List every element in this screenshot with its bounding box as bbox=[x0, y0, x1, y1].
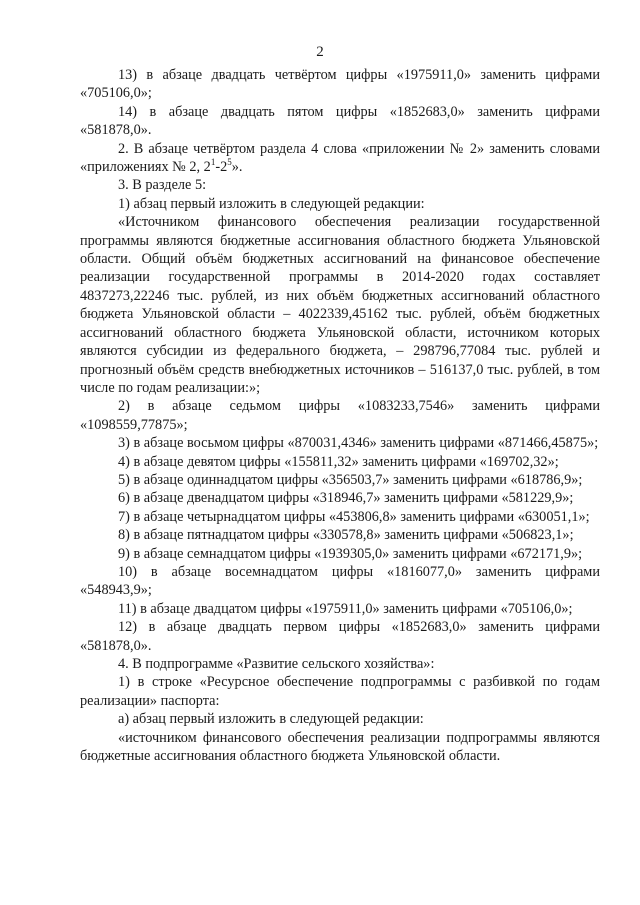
paragraph-section-5-item-5: 5) в абзаце одиннадцатом цифры «356503,7» заменить цифрами «618786,9»; bbox=[118, 471, 583, 488]
paragraph-section-5-item-4: 4) в абзаце девятом цифры «155811,32» заменить цифрами «169702,32»; bbox=[118, 453, 559, 470]
paragraph-section-5-item-9: 9) в абзаце семнадцатом цифры «1939305,0» заменить цифрами «672171,9»; bbox=[118, 545, 583, 562]
paragraph-section-5-item-7: 7) в абзаце четырнадцатом цифры «453806,8» заменить цифрами «630051,1»; bbox=[118, 508, 590, 525]
paragraph-item-13: 13) в абзаце двадцать четвёртом цифры «1975911,0» заменить цифрами «705106,0»; bbox=[80, 67, 600, 102]
paragraph-subprogram-item-a: а) абзац первый изложить в следующей редакции: bbox=[118, 711, 424, 728]
paragraph-quote-funding: «Источником финансового обеспечения реализации государственной программы являются бюджетные ассигнования областного бюджета Ульяновской области. Общий объём бюджетных ассигнований на финансовое обеспечение реализации государственной программы в 2014-2020 годах составляет 4837273,22246 тыс. рублей, из них объём бюджетных ассигнований областного бюджета Ульяновской области – 4022339,45162 тыс. рублей, объём бюджетных ассигнований областного бюджета Ульяновской области, источником которых являются субсидии из федерального бюджета, – 298796,77084 тыс. рублей и прогнозный объём средств внебюджетных источников – 516137,0 тыс. рублей, в том числе по годам реализации:»; bbox=[80, 214, 600, 396]
paragraph-subprogram-quote: «источником финансового обеспечения реализации подпрограммы являются бюджетные ассигнования областного бюджета Ульяновской области. bbox=[80, 729, 600, 765]
paragraph-section-5-item-2: 2) в абзаце седьмом цифры «1083233,7546» заменить цифрами «1098559,77875»; bbox=[80, 398, 600, 433]
p2-after: ». bbox=[231, 159, 243, 176]
p2-before: 2. В абзаце четвёртом раздела 4 слова «приложении № 2» заменить словами «приложениях № 2, 2 bbox=[80, 140, 600, 176]
p2-dash: -2 bbox=[215, 159, 228, 176]
p2-superscript-1: 1 bbox=[210, 157, 216, 168]
paragraph-section-4-change bbox=[80, 140, 600, 177]
paragraph-section-5-item-11: 11) в абзаце двадцатом цифры «1975911,0» заменить цифрами «705106,0»; bbox=[118, 600, 573, 617]
paragraph-subprogram-item-1: 1) в строке «Ресурсное обеспечение подпрограммы с разбивкой по годам реализации» паспорта: bbox=[80, 674, 600, 709]
document-body bbox=[80, 66, 600, 765]
paragraph-section-5-item-6: 6) в абзаце двенадцатом цифры «318946,7» заменить цифрами «581229,9»; bbox=[118, 490, 574, 507]
paragraph-section-5-item-3: 3) в абзаце восьмом цифры «870031,4346» заменить цифрами «871466,45875»; bbox=[118, 435, 599, 452]
paragraph-section-5-item-12: 12) в абзаце двадцать первом цифры «1852683,0» заменить цифрами «581878,0». bbox=[80, 619, 600, 654]
paragraph-section-5-item-1: 1) абзац первый изложить в следующей редакции: bbox=[118, 195, 425, 212]
p2-superscript-5: 5 bbox=[227, 157, 232, 168]
paragraph-section-5-item-8: 8) в абзаце пятнадцатом цифры «330578,8» заменить цифрами «506823,1»; bbox=[118, 527, 574, 544]
paragraph-subprogram-heading: 4. В подпрограмме «Развитие сельского хозяйства»: bbox=[118, 656, 435, 672]
paragraph-section-5-heading: 3. В разделе 5: bbox=[118, 177, 207, 194]
paragraph-item-14: 14) в абзаце двадцать пятом цифры «1852683,0» заменить цифрами «581878,0». bbox=[80, 103, 600, 139]
page-number: 2 bbox=[316, 44, 324, 60]
paragraph-section-5-item-10: 10) в абзаце восемнадцатом цифры «1816077,0» заменить цифрами «548943,9»; bbox=[80, 563, 600, 599]
